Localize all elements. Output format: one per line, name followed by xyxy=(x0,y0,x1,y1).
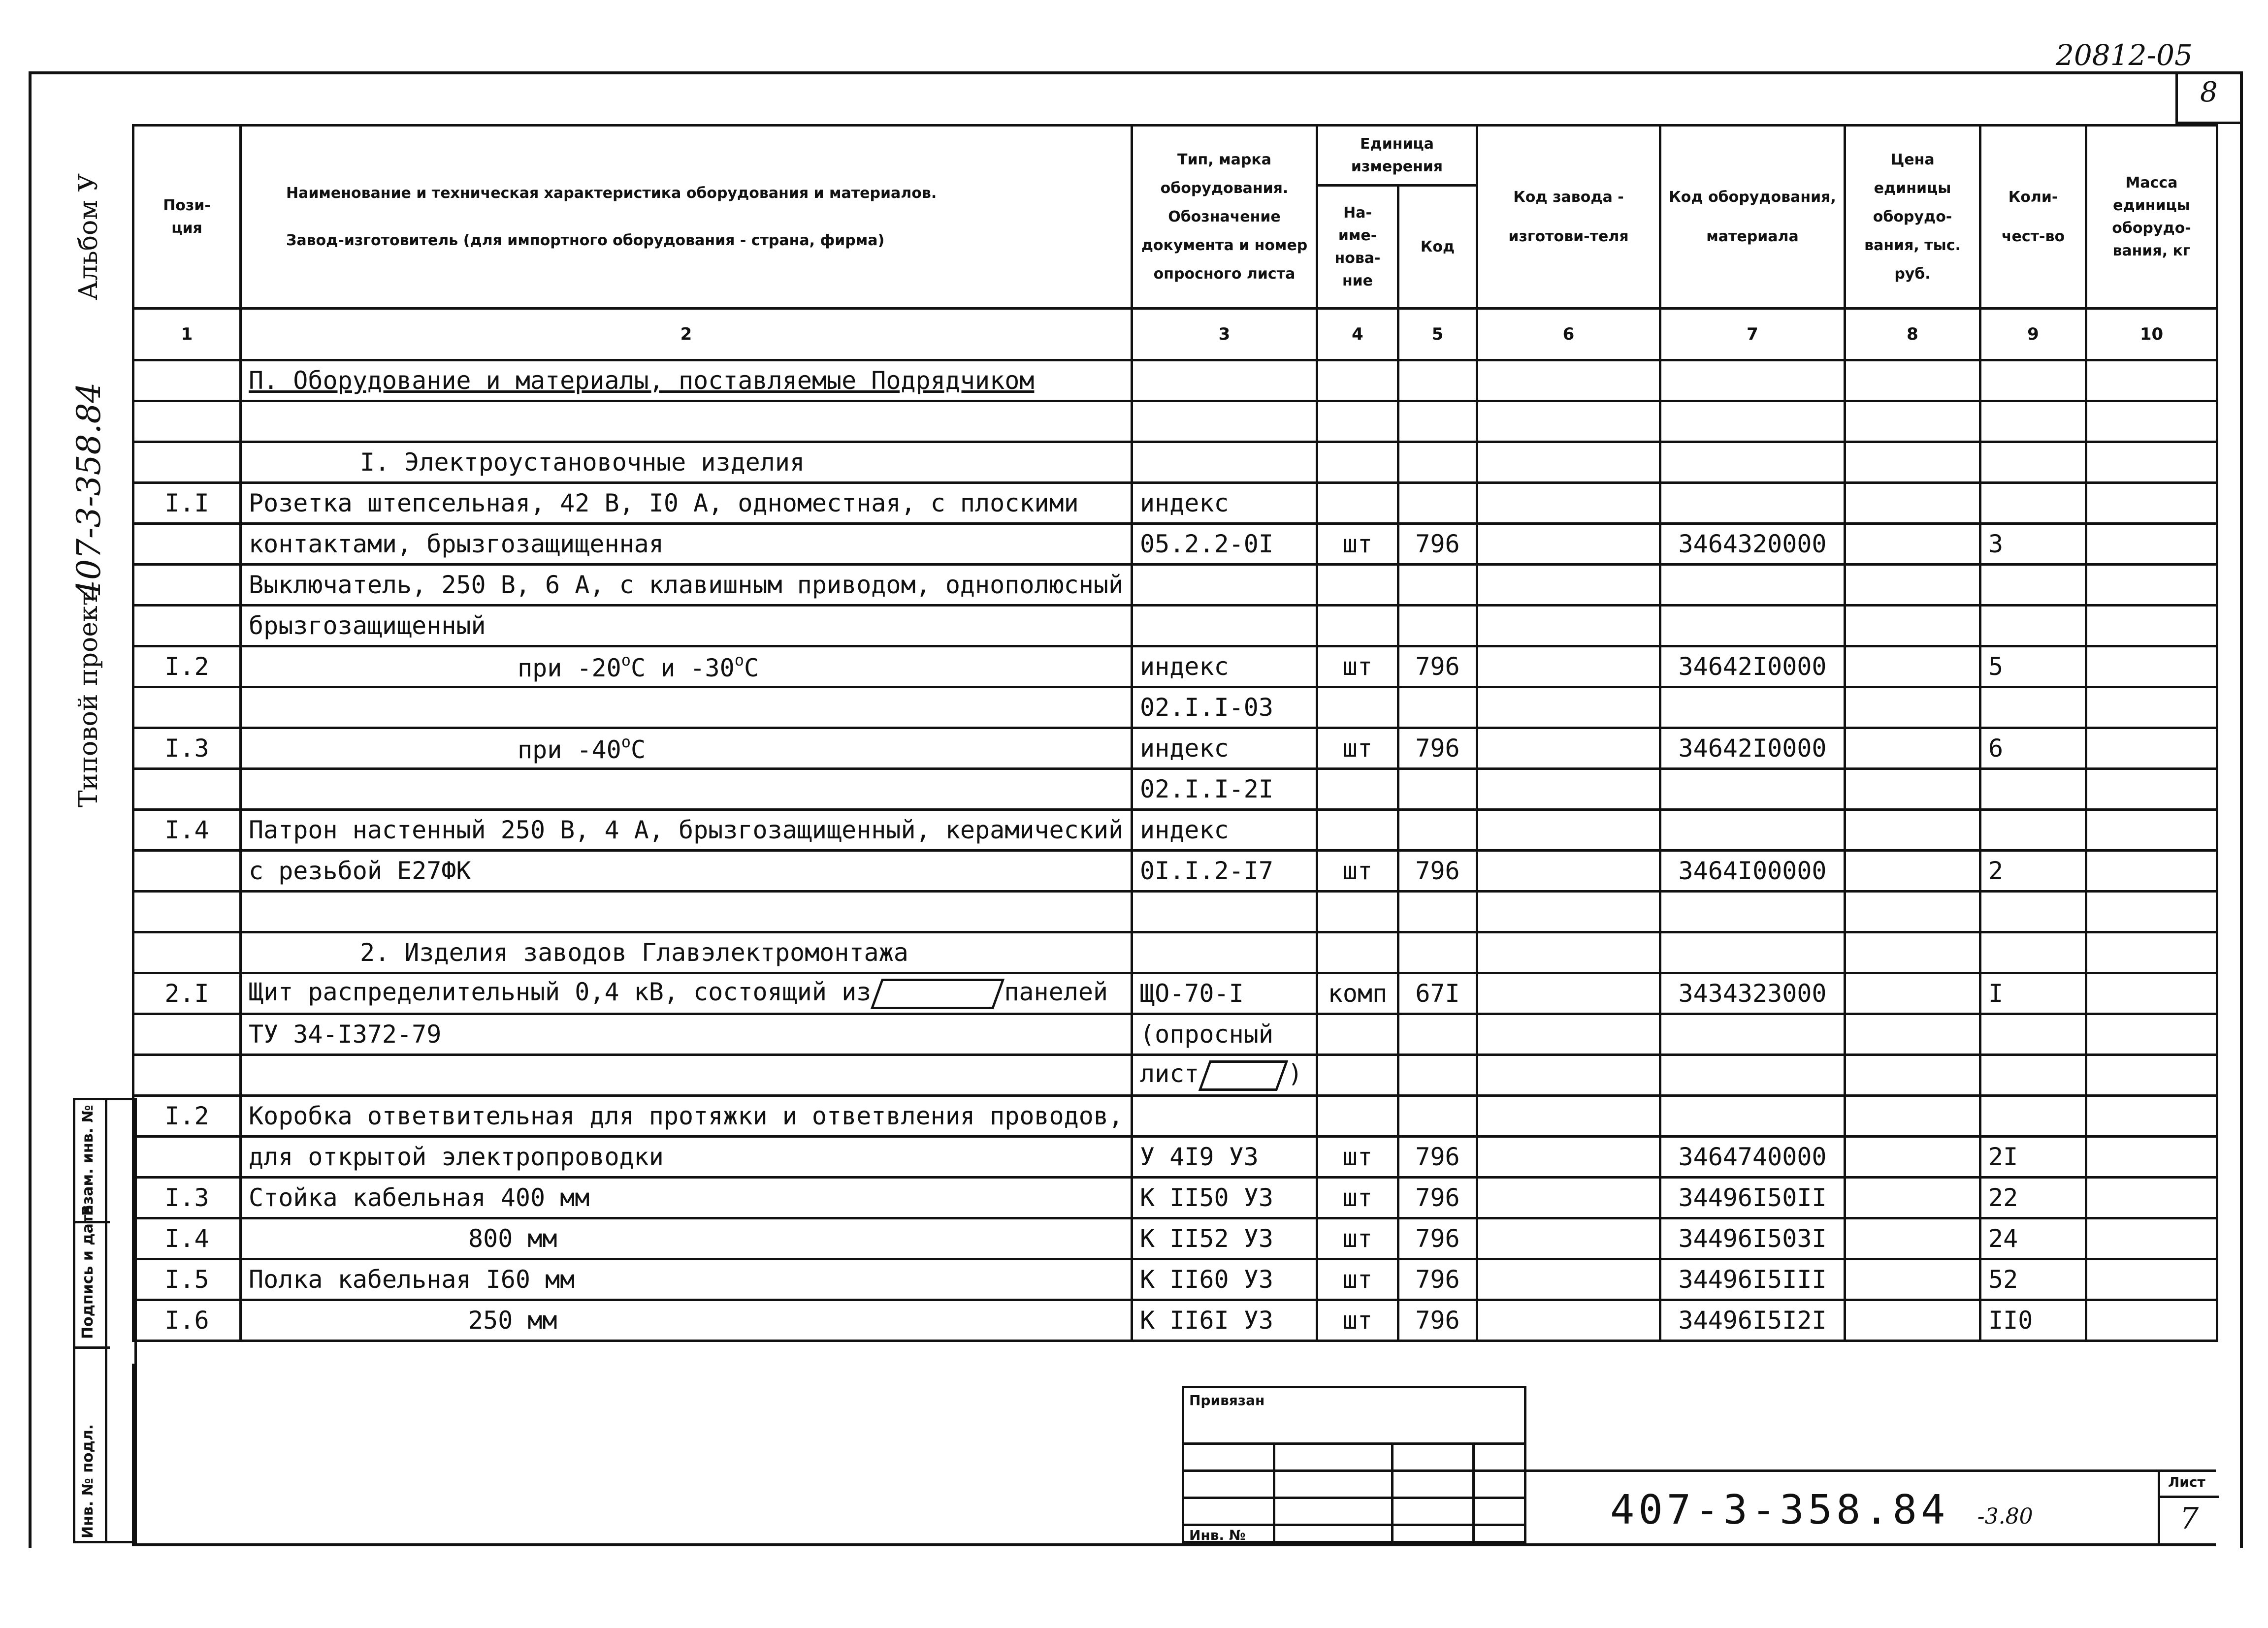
row-type: индекс xyxy=(1132,728,1317,769)
row-type: индекс xyxy=(1132,483,1317,524)
row-name: 250 мм xyxy=(241,1300,1132,1341)
row-position: 2.I xyxy=(133,973,241,1014)
col-num: 6 xyxy=(1477,309,1660,360)
subsection-title: 2. Изделия заводов Главэлектромонтажа xyxy=(241,932,1132,973)
header-unit-name: На-име-нова-ние xyxy=(1317,186,1398,309)
row-equipment-code: 3464320000 xyxy=(1660,524,1845,565)
header-mass: Масса единицы оборудо-вания, кг xyxy=(2086,126,2217,309)
header-unit-code: Код xyxy=(1398,186,1477,309)
row-unit-code: 67I xyxy=(1398,973,1477,1014)
row-equipment-code: 3464740000 xyxy=(1660,1137,1845,1178)
table-row xyxy=(133,442,2217,483)
row-unit: шт xyxy=(1317,1137,1398,1178)
degree-sign: o xyxy=(621,651,631,670)
bottom-frame-line xyxy=(132,1543,2216,1546)
row-unit: шт xyxy=(1317,1218,1398,1259)
row-position: I.3 xyxy=(133,728,241,769)
row-type: К II60 УЗ xyxy=(1132,1259,1317,1300)
row-quantity: II0 xyxy=(1980,1300,2086,1341)
row-name: 800 мм xyxy=(241,1218,1132,1259)
header-plant-code: Код завода - изготови-теля xyxy=(1477,126,1660,309)
table-row xyxy=(133,524,2217,565)
row-type: ЩО-70-I xyxy=(1132,973,1317,1014)
table-row xyxy=(133,1259,2217,1300)
table-row xyxy=(133,1178,2217,1218)
row-quantity: I xyxy=(1980,973,2086,1014)
table-row xyxy=(133,728,2217,769)
header-quantity: Коли-чест-во xyxy=(1980,126,2086,309)
inv-label: Инв. № xyxy=(1189,1527,1246,1543)
row-type: 0I.I.2-I7 xyxy=(1132,851,1317,892)
row-unit-code: 796 xyxy=(1398,851,1477,892)
row-unit: шт xyxy=(1317,1259,1398,1300)
row-position: I.2 xyxy=(133,646,241,687)
sheet-label: Лист xyxy=(2168,1474,2205,1490)
replace-inv-label: Взам. инв. № xyxy=(79,1105,97,1216)
row-type-part: лист xyxy=(1140,1059,1199,1088)
row-unit-code: 796 xyxy=(1398,1178,1477,1218)
specification-table xyxy=(132,124,2218,1342)
row-name: с резьбой Е27ФК xyxy=(241,851,1132,892)
degree-sign: o xyxy=(621,733,631,751)
row-quantity: 22 xyxy=(1980,1178,2086,1218)
left-stamp xyxy=(73,1098,137,1543)
table-row xyxy=(133,810,2217,851)
row-type: У 4I9 УЗ xyxy=(1132,1137,1317,1178)
row-equipment-code: 34496I50II xyxy=(1660,1178,1845,1218)
row-unit-code: 796 xyxy=(1398,1218,1477,1259)
row-name: Патрон настенный 250 В, 4 А, брызгозащищенный, керамический xyxy=(241,810,1132,851)
row-unit-code: 796 xyxy=(1398,524,1477,565)
row-unit: шт xyxy=(1317,1178,1398,1218)
album-label: Альбом У xyxy=(74,173,103,300)
row-type: К II50 УЗ xyxy=(1132,1178,1317,1218)
table-row xyxy=(133,1055,2217,1096)
row-equipment-code: 34496I503I xyxy=(1660,1218,1845,1259)
top-code: 20812-05 xyxy=(2056,38,2193,72)
col-num: 3 xyxy=(1132,309,1317,360)
row-name: Стойка кабельная 400 мм xyxy=(241,1178,1132,1218)
row-unit: шт xyxy=(1317,524,1398,565)
row-name: для открытой электропроводки xyxy=(241,1137,1132,1178)
row-quantity: 3 xyxy=(1980,524,2086,565)
col-num: 10 xyxy=(2086,309,2217,360)
header-name-line2: Завод-изготовитель (для импортного оборудования - страна, фирма) xyxy=(286,231,885,249)
row-name: брызгозащищенный xyxy=(241,606,1132,646)
row-unit-code: 796 xyxy=(1398,728,1477,769)
col-num: 2 xyxy=(241,309,1132,360)
row-type: К II6I УЗ xyxy=(1132,1300,1317,1341)
row-name: Полка кабельная I60 мм xyxy=(241,1259,1132,1300)
binding-stamp xyxy=(1182,1386,1526,1543)
header-name xyxy=(241,126,1132,309)
row-type-part: ) xyxy=(1288,1059,1303,1088)
row-name: Коробка ответвительная для протяжки и ответвления проводов, xyxy=(241,1096,1132,1137)
row-position: I.6 xyxy=(133,1300,241,1341)
row-type xyxy=(1132,1055,1317,1096)
table-row xyxy=(133,483,2217,524)
row-unit-code: 796 xyxy=(1398,646,1477,687)
table-row xyxy=(133,892,2217,932)
table-row xyxy=(133,1300,2217,1341)
row-name-part: при -20 xyxy=(518,654,621,682)
row-unit: шт xyxy=(1317,728,1398,769)
header-position: Пози- ция xyxy=(133,126,241,309)
row-name-part: С xyxy=(630,735,646,764)
page-number-box xyxy=(2175,71,2243,124)
header-price: Цена единицы оборудо-вания, тыс. руб. xyxy=(1845,126,1980,309)
row-name: Выключатель, 250 В, 6 А, с клавишным приводом, однополюсный xyxy=(241,565,1132,606)
row-position: I.2 xyxy=(133,1096,241,1137)
row-name-part: панелей xyxy=(1004,978,1108,1007)
row-type: (опросный xyxy=(1132,1014,1317,1055)
row-position: I.5 xyxy=(133,1259,241,1300)
header-name-line1: Наименование и техническая характеристика оборудования и материалов. xyxy=(286,184,937,202)
document-code-main: 407-3-358.84 xyxy=(1610,1487,1949,1533)
row-unit: шт xyxy=(1317,851,1398,892)
row-name xyxy=(241,646,1132,687)
row-name: контактами, брызгозащищенная xyxy=(241,524,1132,565)
header-type: Тип, марка оборудования. Обозначение документа и номер опросного листа xyxy=(1132,126,1317,309)
row-quantity: 24 xyxy=(1980,1218,2086,1259)
table-row xyxy=(133,1096,2217,1137)
row-type: 02.I.I-2I xyxy=(1132,769,1317,810)
row-name: ТУ 34-I372-79 xyxy=(241,1014,1132,1055)
table-row xyxy=(133,606,2217,646)
column-numbers-row xyxy=(133,309,2217,360)
row-name xyxy=(241,973,1132,1014)
subsection-title: I. Электроустановочные изделия xyxy=(241,442,1132,483)
original-inv-label: Инв. № подл. xyxy=(79,1424,97,1538)
row-quantity: 2 xyxy=(1980,851,2086,892)
table-row xyxy=(133,769,2217,810)
blank-field xyxy=(1199,1060,1289,1091)
row-position: I.4 xyxy=(133,810,241,851)
row-position: I.3 xyxy=(133,1178,241,1218)
row-type: 05.2.2-0I xyxy=(1132,524,1317,565)
row-name: Розетка штепсельная, 42 В, I0 А, одноместная, с плоскими xyxy=(241,483,1132,524)
row-equipment-code: 34496I5I2I xyxy=(1660,1300,1845,1341)
table-row xyxy=(133,1218,2217,1259)
row-equipment-code: 34642I0000 xyxy=(1660,728,1845,769)
sheet-box xyxy=(2158,1472,2219,1546)
section-title: П. Оборудование и материалы, поставляемые Подрядчиком xyxy=(249,366,1035,395)
project-number-side: 407-3-358.84 xyxy=(70,382,108,601)
row-unit: шт xyxy=(1317,646,1398,687)
row-name xyxy=(241,728,1132,769)
page-number: 8 xyxy=(2200,76,2218,108)
table-row xyxy=(133,1137,2217,1178)
col-num: 9 xyxy=(1980,309,2086,360)
title-block-line xyxy=(1526,1469,2216,1472)
row-unit: шт xyxy=(1317,1300,1398,1341)
row-position: I.I xyxy=(133,483,241,524)
header-unit: Единица измерения xyxy=(1317,126,1477,186)
project-type-label: Типовой проект xyxy=(74,591,103,807)
row-quantity: 2I xyxy=(1980,1137,2086,1178)
header-equipment-code: Код оборудования, материала xyxy=(1660,126,1845,309)
row-quantity: 5 xyxy=(1980,646,2086,687)
table-row xyxy=(133,401,2217,442)
signature-date-label: Подпись и дата xyxy=(79,1205,97,1339)
row-type: 02.I.I-03 xyxy=(1132,687,1317,728)
row-type: индекс xyxy=(1132,646,1317,687)
document-code-suffix: -3.80 xyxy=(1977,1504,2033,1529)
table-row xyxy=(133,973,2217,1014)
row-unit-code: 796 xyxy=(1398,1259,1477,1300)
row-equipment-code: 3464I00000 xyxy=(1660,851,1845,892)
table-row xyxy=(133,565,2217,606)
row-type: индекс xyxy=(1132,810,1317,851)
row-unit: комп xyxy=(1317,973,1398,1014)
col-num: 4 xyxy=(1317,309,1398,360)
row-name-part: С xyxy=(744,654,759,682)
document-code xyxy=(1610,1487,2033,1533)
row-unit-code: 796 xyxy=(1398,1137,1477,1178)
table-row xyxy=(133,851,2217,892)
attached-label: Привязан xyxy=(1189,1392,1265,1408)
col-num: 5 xyxy=(1398,309,1477,360)
row-quantity: 6 xyxy=(1980,728,2086,769)
row-quantity: 52 xyxy=(1980,1259,2086,1300)
row-type: К II52 УЗ xyxy=(1132,1218,1317,1259)
table-row xyxy=(133,687,2217,728)
sheet-number: 7 xyxy=(2180,1501,2199,1536)
degree-sign: o xyxy=(734,651,744,670)
row-position: I.4 xyxy=(133,1218,241,1259)
table-row xyxy=(133,932,2217,973)
row-name-part: С и -30 xyxy=(630,654,735,682)
table-row xyxy=(133,360,2217,401)
blank-field xyxy=(871,979,1005,1009)
header-row-1 xyxy=(133,126,2217,186)
row-equipment-code: 3434323000 xyxy=(1660,973,1845,1014)
row-name-part: Щит распределительный 0,4 кВ, состоящий из xyxy=(249,978,872,1007)
row-unit-code: 796 xyxy=(1398,1300,1477,1341)
col-num: 8 xyxy=(1845,309,1980,360)
col-num: 1 xyxy=(133,309,241,360)
table-row xyxy=(133,646,2217,687)
row-name-part: при -40 xyxy=(518,735,621,764)
table-row xyxy=(133,1014,2217,1055)
row-equipment-code: 34642I0000 xyxy=(1660,646,1845,687)
col-num: 7 xyxy=(1660,309,1845,360)
row-equipment-code: 34496I5III xyxy=(1660,1259,1845,1300)
